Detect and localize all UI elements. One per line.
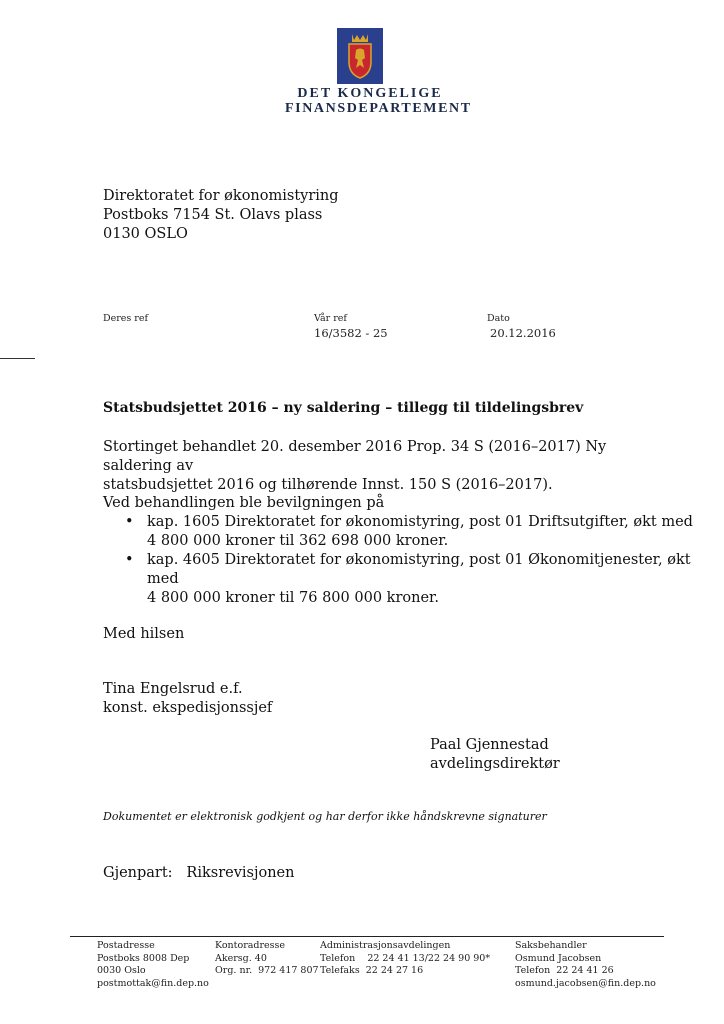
list-item [103, 551, 703, 608]
subject-heading: Statsbudsjettet 2016 – ny saldering – tillegg til tildelingsbrev [103, 400, 584, 416]
signer-1-title: konst. ekspedisjonssjef [103, 700, 273, 716]
var-ref-label: Vår ref [314, 313, 347, 324]
intro-paragraph [103, 438, 663, 495]
date-label: Dato [487, 313, 510, 324]
recipient-address [103, 187, 339, 244]
list-item [103, 513, 703, 551]
letterhead [285, 28, 472, 128]
footer-text: 0030 Oslo [97, 965, 146, 977]
signer-2 [430, 736, 560, 774]
footer-text: Saksbehandler [515, 940, 587, 951]
footer-divider [70, 936, 664, 937]
coat-of-arms-icon [337, 28, 383, 84]
footer-text: Postadresse [97, 940, 155, 951]
footer-text: Administrasjonsavdelingen [320, 940, 451, 951]
list-item-line: 4 800 000 kroner til 362 698 000 kroner. [147, 533, 449, 549]
footer-email: osmund.jacobsen@fin.dep.no [515, 977, 656, 989]
signer-2-title: avdelingsdirektør [430, 756, 560, 772]
fold-mark [0, 358, 35, 359]
footer-text: Telefon 22 24 41 26 [515, 965, 614, 977]
lead-text: Ved behandlingen ble bevilgningen på [103, 495, 385, 511]
ministry-name-line1: DET KONGELIGE [297, 86, 443, 101]
electronic-approval-note: Dokumentet er elektronisk godkjent og har derfor ikke håndskrevne signaturer [103, 810, 547, 823]
footer-postal [97, 940, 209, 990]
copy-recipient [103, 864, 294, 883]
copy-label: Gjenpart: [103, 865, 173, 881]
ministry-name-line2: FINANSDEPARTEMENT [285, 101, 472, 116]
footer-case-officer [515, 940, 656, 990]
appropriation-section [103, 494, 703, 608]
footer-text: Akersg. 40 [215, 952, 267, 964]
footer-text: Kontoradresse [215, 940, 286, 951]
footer-text: Telefon 22 24 41 13/22 24 90 90* [320, 952, 491, 964]
var-ref-value: 16/3582 - 25 [314, 326, 388, 340]
signer-2-name: Paal Gjennestad [430, 737, 549, 753]
signer-1-name: Tina Engelsrud e.f. [103, 681, 243, 697]
footer-text: Postboks 8008 Dep [97, 952, 190, 964]
footer-email: postmottak@fin.dep.no [97, 977, 209, 989]
list-item-line: 4 800 000 kroner til 76 800 000 kroner. [147, 590, 439, 606]
footer-text: Org. nr. 972 417 807 [215, 965, 319, 977]
bullet-icon: • [125, 552, 134, 568]
copy-value: Riksrevisjonen [186, 865, 295, 881]
closing-greeting: Med hilsen [103, 626, 185, 642]
intro-line: Stortinget behandlet 20. desember 2016 Prop. 34 S (2016–2017) Ny saldering av [103, 439, 607, 474]
list-item-line: kap. 1605 Direktoratet for økonomistyring, post 01 Driftsutgifter, økt med [147, 514, 693, 530]
footer-text: Telefaks 22 24 27 16 [320, 965, 424, 977]
intro-line: statsbudsjettet 2016 og tilhørende Innst. 150 S (2016–2017). [103, 477, 553, 493]
recipient-street: Postboks 7154 St. Olavs plass [103, 207, 323, 223]
recipient-name: Direktoratet for økonomistyring [103, 188, 339, 204]
footer-office [215, 940, 319, 978]
footer-department [320, 940, 490, 978]
bullet-icon: • [125, 514, 134, 530]
list-item-line: kap. 4605 Direktoratet for økonomistyring, post 01 Økonomitjenester, økt med [147, 552, 691, 587]
signer-1 [103, 680, 272, 718]
appropriation-list [103, 513, 703, 608]
recipient-city: 0130 OSLO [103, 226, 188, 242]
deres-ref-label: Deres ref [103, 313, 148, 324]
date-value: 20.12.2016 [490, 326, 556, 340]
footer-text: Osmund Jacobsen [515, 952, 602, 964]
